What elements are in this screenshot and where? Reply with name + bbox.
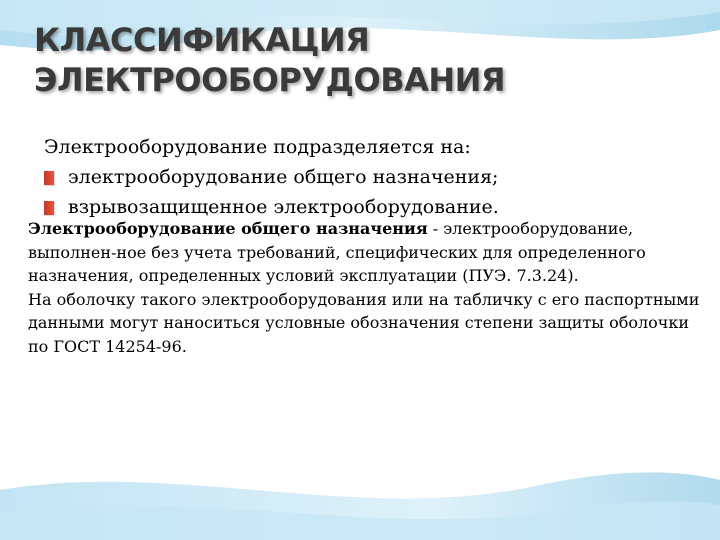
- square-bullet-icon: [44, 201, 54, 215]
- square-bullet-icon: [44, 171, 54, 185]
- definition-paragraph: [28, 217, 704, 288]
- definition-term: Электрооборудование общего назначения: [28, 219, 428, 238]
- definition-text: - электрооборудование, выполнен-ное без учета требований, специфических для определенного назначения, определенных условий эксплуатации (ПУЭ. 7.3.24).: [28, 219, 646, 285]
- note-paragraph: На оболочку такого электрооборудования или на табличку с его паспортными данными могут наноситься условные обозначения степени защиты оболочки по ГОСТ 14254-96.: [28, 289, 700, 356]
- classification-block: [44, 132, 684, 222]
- decorative-swoosh-bottom: [0, 430, 720, 540]
- title-line-1: КЛАССИФИКАЦИЯ: [34, 21, 370, 59]
- page-title: [34, 20, 505, 100]
- title-line-2: ЭЛЕКТРООБОРУДОВАНИЯ: [34, 61, 506, 99]
- bullet-text: электрооборудование общего назначения;: [68, 166, 499, 188]
- bullet-item: [44, 162, 684, 192]
- bullet-text: взрывозащищенное электрооборудование.: [68, 196, 499, 218]
- definition-block: [28, 217, 704, 358]
- bullet-list: [44, 162, 684, 222]
- intro-text: Электрооборудование подразделяется на:: [44, 136, 471, 158]
